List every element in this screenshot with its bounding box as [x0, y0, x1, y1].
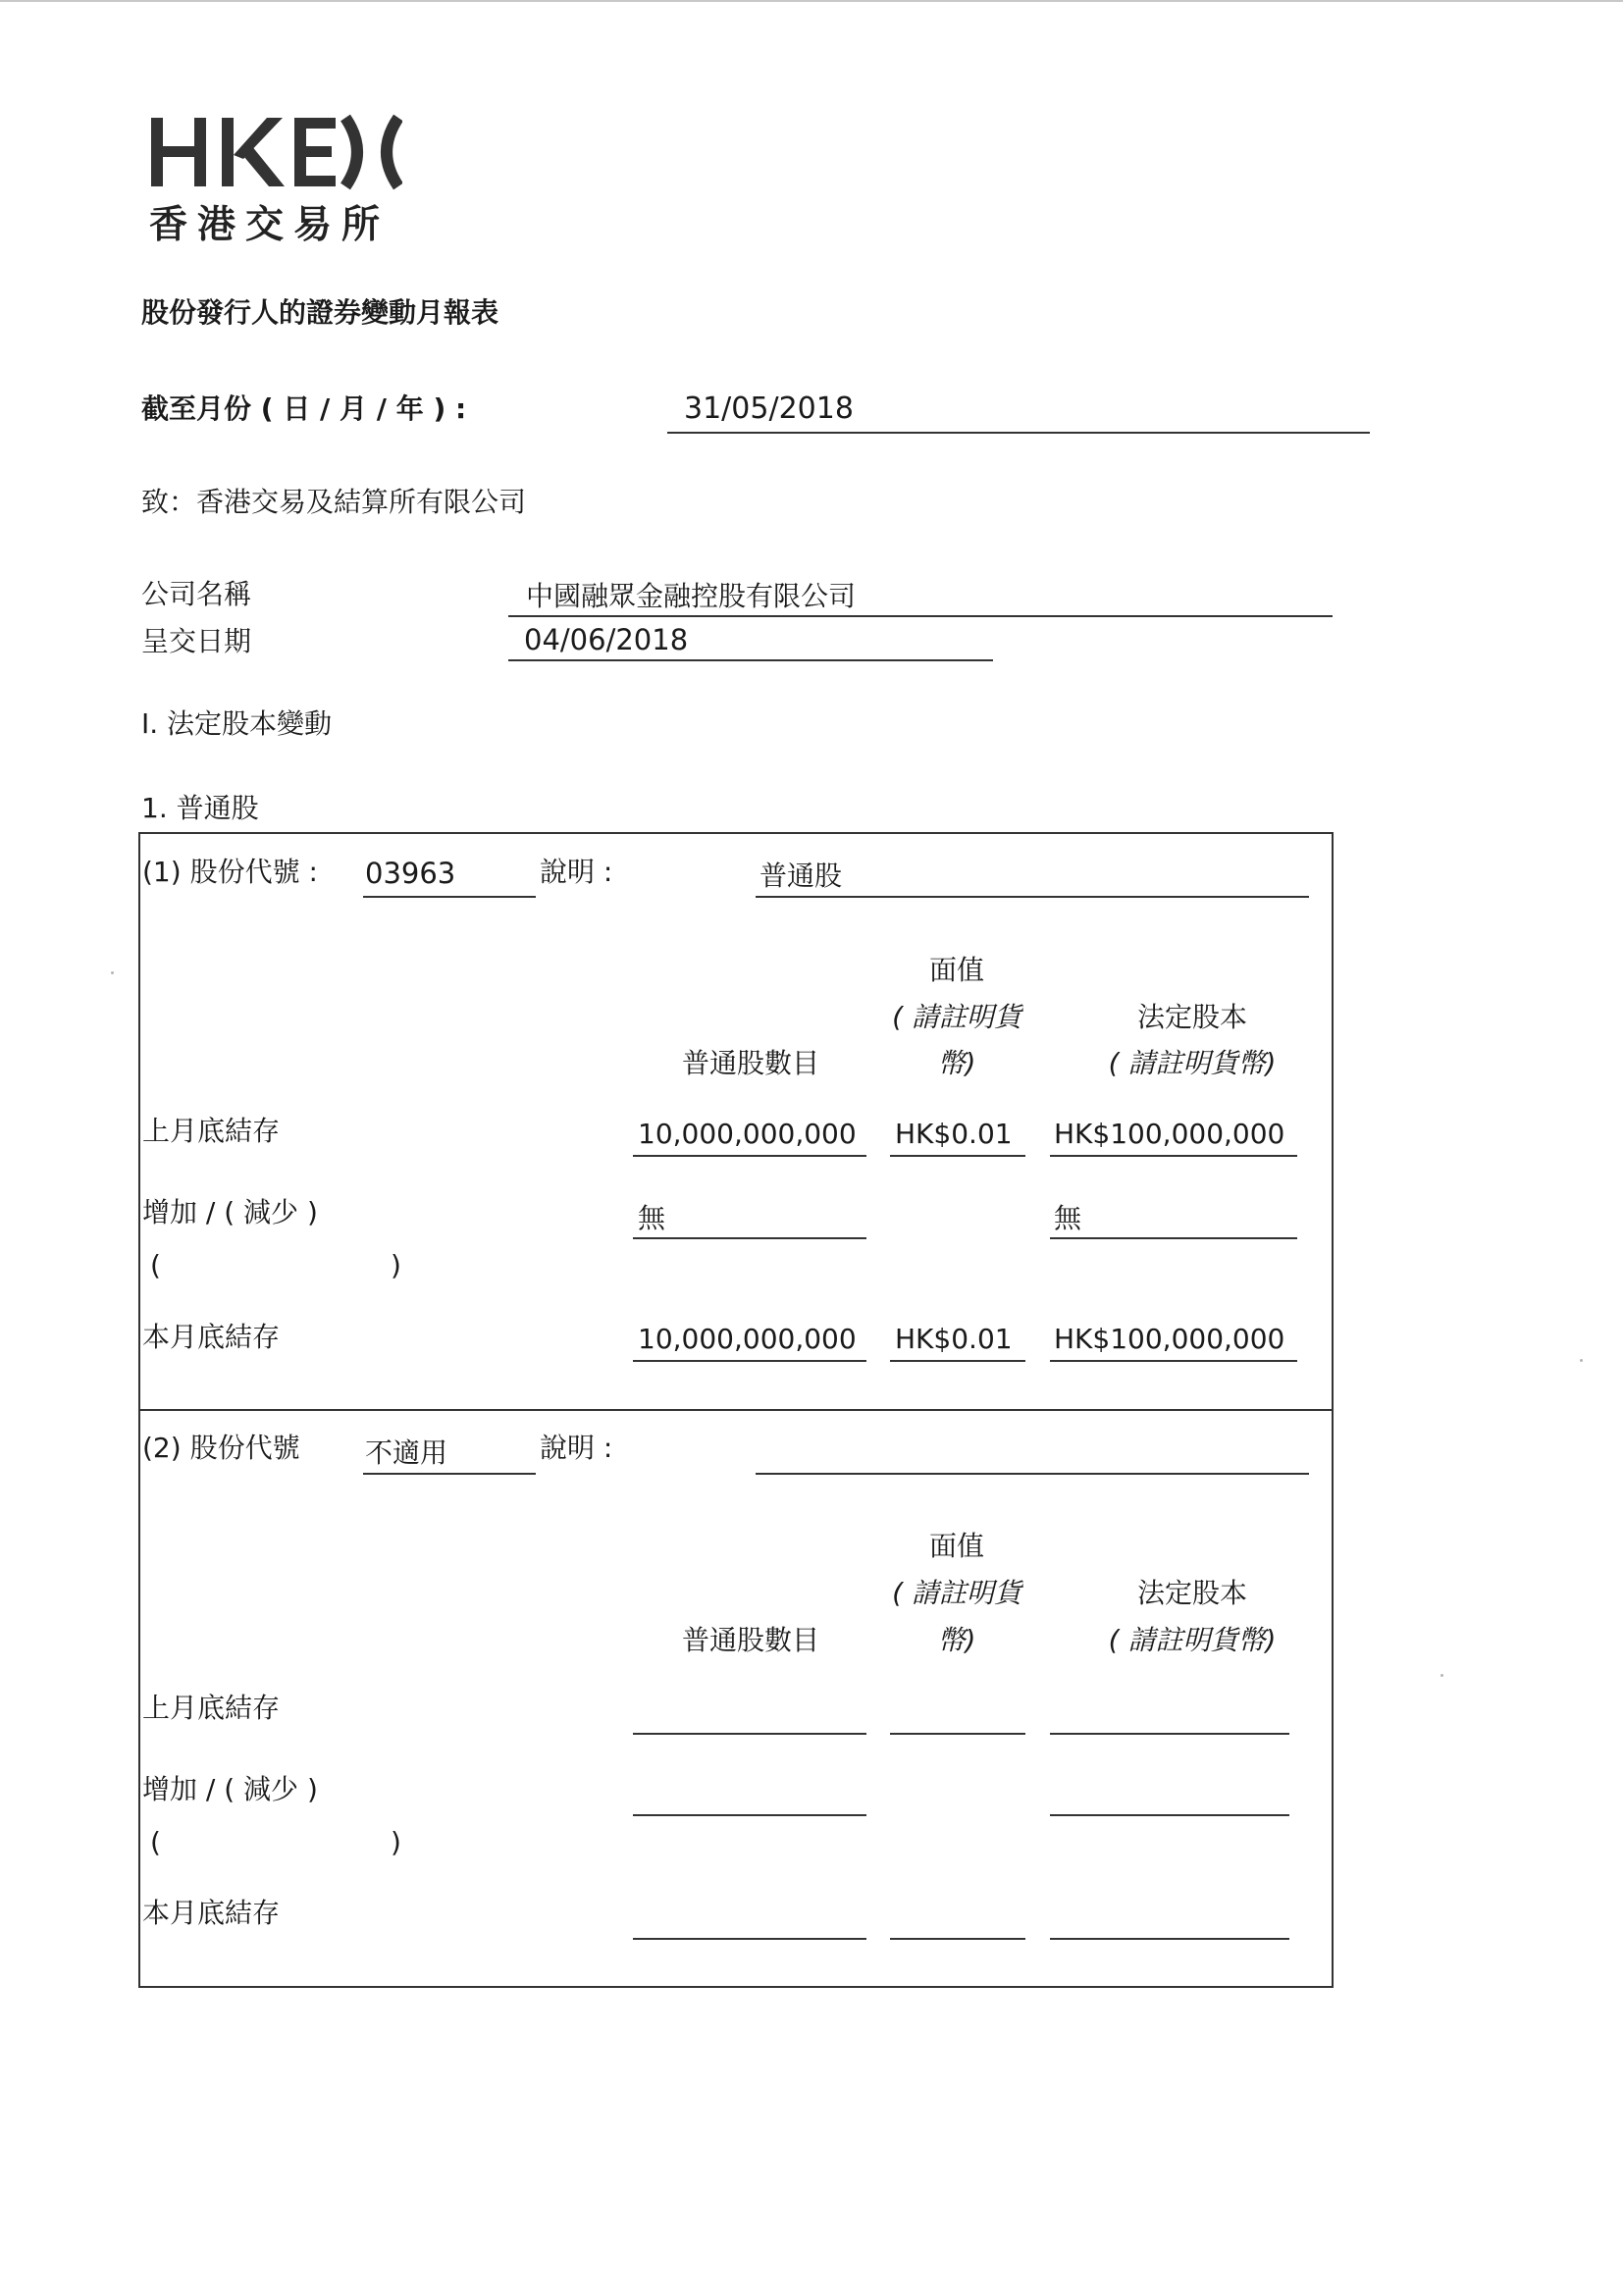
stock-code-value: 03963: [365, 857, 456, 890]
row-label-opening: 上月底結存: [142, 1692, 281, 1724]
header-shares: 普通股數目: [681, 1624, 819, 1656]
paren-open: (: [150, 1249, 161, 1281]
closing-capital-underline: [1050, 1938, 1289, 1940]
opening-par-underline: [890, 1155, 1025, 1157]
scan-speck: [111, 971, 114, 974]
description-label: 說明 :: [540, 856, 613, 888]
opening-shares-underline: [633, 1733, 866, 1735]
opening-capital-underline: [1050, 1155, 1297, 1157]
opening-par-underline: [890, 1733, 1025, 1735]
form-title: 股份發行人的證券變動月報表: [141, 296, 499, 329]
change-capital: 無: [1054, 1202, 1082, 1234]
hkex-wordmark: [147, 110, 402, 192]
opening-capital: HK$100,000,000: [1054, 1118, 1285, 1150]
closing-capital-underline: [1050, 1360, 1297, 1362]
row-label-closing: 本月底結存: [142, 1897, 281, 1929]
company-name-value: 中國融眾金融控股有限公司: [526, 580, 857, 612]
closing-par-underline: [890, 1360, 1025, 1362]
section-title: I. 法定股本變動: [141, 707, 333, 740]
closing-par-underline: [890, 1938, 1025, 1940]
period-value: 31/05/2018: [684, 391, 854, 426]
stock-code-underline: [363, 896, 536, 898]
closing-shares: 10,000,000,000: [638, 1323, 857, 1355]
header-capital-note: ( 請註明貨幣): [1108, 1047, 1277, 1079]
change-capital-underline: [1050, 1237, 1297, 1239]
header-par-note: ( 請註明貨: [892, 1577, 1021, 1609]
paren-close: ): [391, 1826, 401, 1858]
opening-shares: 10,000,000,000: [638, 1118, 857, 1150]
hkex-logo: [147, 110, 412, 247]
row-label-closing: 本月底結存: [142, 1321, 281, 1353]
opening-par: HK$0.01: [895, 1118, 1013, 1150]
period-label: 截至月份 ( 日 / 月 / 年 ) :: [141, 392, 467, 425]
header-capital-note: ( 請註明貨幣): [1108, 1624, 1277, 1656]
stock-code-label: (2) 股份代號: [142, 1432, 300, 1464]
paren-close: ): [391, 1249, 401, 1281]
scan-speck: [1440, 1674, 1443, 1677]
header-par-note: ( 請註明貨: [892, 1001, 1021, 1033]
opening-shares-underline: [633, 1155, 866, 1157]
submission-date-label: 呈交日期: [141, 625, 252, 657]
paren-open: (: [150, 1826, 161, 1858]
header-shares: 普通股數目: [681, 1047, 819, 1079]
header-par-value: 面值: [928, 1530, 984, 1562]
period-underline: [667, 432, 1370, 434]
submission-date-underline: [508, 659, 993, 661]
closing-shares-underline: [633, 1360, 866, 1362]
opening-capital-underline: [1050, 1733, 1289, 1735]
subsection-title: 1. 普通股: [141, 792, 259, 824]
header-par-note-cont: 幣): [937, 1047, 976, 1079]
stock-code-label: (1) 股份代號 :: [142, 856, 318, 888]
change-shares-underline: [633, 1814, 866, 1816]
submission-date-value: 04/06/2018: [524, 623, 689, 656]
logo-chinese-name: 香港交易所: [149, 203, 391, 247]
company-name-underline: [508, 615, 1333, 617]
block-divider: [138, 1409, 1334, 1411]
header-authorised-capital: 法定股本: [1136, 1001, 1247, 1033]
header-par-note-cont: 幣): [937, 1624, 976, 1656]
description-underline: [756, 896, 1309, 898]
scan-edge: [0, 0, 1623, 2]
addressee: 致：香港交易及結算所有限公司: [141, 486, 527, 518]
row-label-opening: 上月底結存: [142, 1115, 281, 1147]
closing-shares-underline: [633, 1938, 866, 1940]
company-name-label: 公司名稱: [141, 578, 252, 610]
change-capital-underline: [1050, 1814, 1289, 1816]
change-shares-underline: [633, 1237, 866, 1239]
stock-code-underline: [363, 1473, 536, 1475]
description-underline: [756, 1473, 1309, 1475]
row-label-change: 增加 / ( 減少 ): [142, 1196, 318, 1228]
stock-code-value: 不適用: [365, 1436, 448, 1469]
scan-speck: [1580, 1359, 1583, 1362]
description-value: 普通股: [759, 860, 843, 892]
closing-capital: HK$100,000,000: [1054, 1323, 1285, 1355]
closing-par: HK$0.01: [895, 1323, 1013, 1355]
row-label-change: 增加 / ( 減少 ): [142, 1773, 318, 1805]
header-par-value: 面值: [928, 954, 984, 986]
description-label: 說明 :: [540, 1432, 613, 1464]
change-shares: 無: [638, 1202, 666, 1234]
header-authorised-capital: 法定股本: [1136, 1577, 1247, 1609]
